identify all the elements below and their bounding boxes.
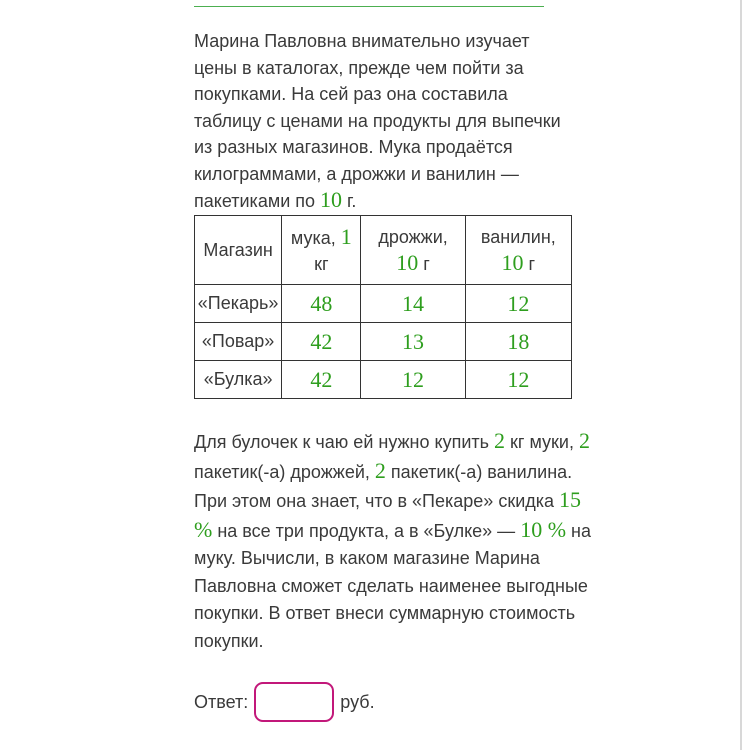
problem-intro — [194, 28, 574, 215]
cell-vanilla — [465, 285, 571, 323]
cell-yeast-value: 14 — [402, 290, 425, 316]
task-number: 2 — [578, 428, 590, 453]
cell-vanilla-value: 12 — [507, 290, 530, 316]
header-vanilla-unit: г — [523, 253, 536, 274]
task-text: на все три продукта, а в «Булке» — — [212, 520, 521, 541]
cell-flour — [282, 285, 361, 323]
answer-unit: руб. — [340, 691, 375, 712]
table-row — [195, 361, 572, 399]
top-divider — [194, 6, 544, 7]
answer-label: Ответ: — [194, 691, 249, 712]
price-table — [194, 215, 572, 399]
cell-shop: «Пекарь» — [195, 285, 282, 323]
cell-flour — [282, 323, 361, 361]
cell-flour-value: 48 — [310, 290, 333, 316]
header-flour — [282, 216, 361, 285]
task-number: 2 — [494, 428, 506, 453]
header-vanilla-label: ванилин, — [480, 226, 556, 247]
header-yeast-label: дрожжи, — [378, 226, 448, 247]
task-text: Для булочек к чаю ей нужно купить — [194, 432, 495, 452]
header-vanilla-number: 10 — [501, 249, 524, 275]
cell-vanilla — [465, 323, 571, 361]
intro-text-end: г. — [342, 191, 357, 211]
intro-number: 10 — [320, 187, 343, 212]
header-shop: Магазин — [195, 216, 282, 285]
task-number: 2 — [374, 457, 386, 483]
table-row — [195, 323, 572, 361]
task-text: кг муки, — [505, 432, 579, 452]
header-flour-number: 1 — [340, 223, 352, 249]
task-text: пакетик(-а) дрожжей, — [194, 461, 375, 482]
cell-shop: «Булка» — [195, 361, 282, 399]
header-flour-label: мука, — [290, 227, 341, 248]
table-header-row — [195, 216, 572, 285]
header-flour-unit: кг — [314, 253, 329, 274]
cell-vanilla — [465, 361, 571, 399]
task-text: пакетик(-а) ванилина. При этом она знает, что в «Пекаре» скидка — [194, 461, 573, 511]
cell-flour — [282, 361, 361, 399]
task-discount: 15 % — [194, 487, 582, 542]
answer-input[interactable] — [254, 682, 334, 722]
cell-yeast-value: 12 — [402, 366, 425, 392]
answer-row — [194, 681, 375, 723]
cell-yeast-value: 13 — [402, 328, 425, 354]
table-row — [195, 285, 572, 323]
intro-text: Марина Павловна внимательно изучает цены в каталогах, прежде чем пойти за покупками. На сей раз она составила таблицу с ценами на продукты для выпечки из разных магазинов. Мука продаётся килограммами, а дрожжи и ванилин — пакетиками по — [194, 31, 561, 211]
problem-task — [194, 427, 594, 655]
header-vanilla — [465, 216, 571, 285]
cell-yeast — [361, 361, 465, 399]
page-edge-divider — [740, 0, 742, 750]
header-yeast-unit: г — [418, 253, 430, 274]
header-yeast — [361, 216, 465, 285]
cell-yeast — [361, 323, 465, 361]
cell-flour-value: 42 — [310, 366, 333, 392]
task-text: на муку. Вычисли, в каком магазине Марина Павловна сможет сделать наименее выгодные покупки. В ответ внеси суммарную стоимость покупки. — [194, 520, 591, 651]
task-discount: 10 % — [520, 516, 567, 542]
cell-flour-value: 42 — [310, 328, 333, 354]
cell-vanilla-value: 12 — [507, 366, 530, 392]
cell-shop: «Повар» — [195, 323, 282, 361]
cell-vanilla-value: 18 — [507, 328, 530, 354]
cell-yeast — [361, 285, 465, 323]
header-yeast-number: 10 — [396, 249, 419, 275]
